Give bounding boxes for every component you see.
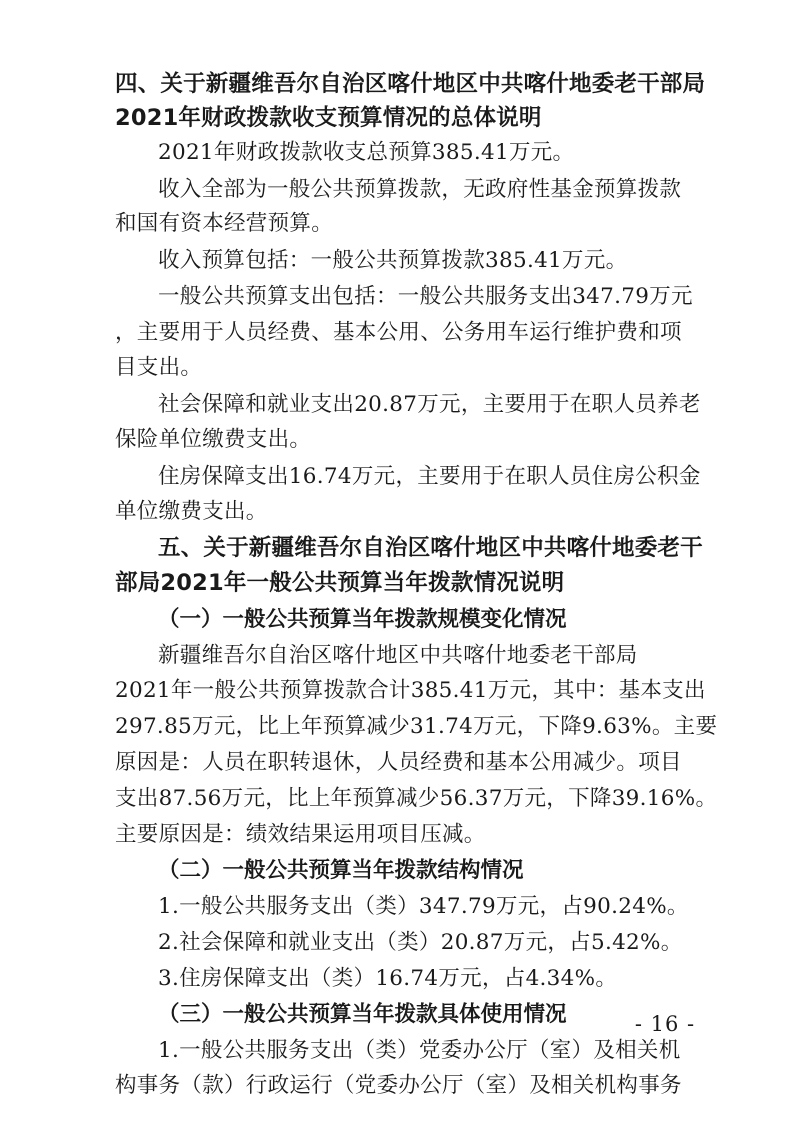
paragraph-social-security-line-2: 保险单位缴费支出。 [115,427,312,452]
paragraph-total-budget: 2021年财政拨款收支总预算385.41万元。 [158,140,575,165]
section-four-heading-line-1: 四、关于新疆维吾尔自治区喀什地区中共喀什地委老干部局 [115,71,706,97]
paragraph-scale-line-5: 支出87.56万元，比上年预算减少56.37万元，下降39.16%。 [115,786,718,811]
paragraph-scale-line-1: 新疆维吾尔自治区喀什地区中共喀什地委老干部局 [158,643,638,668]
paragraph-housing-line-2: 单位缴费支出。 [115,499,268,524]
page-number: - 16 - [634,1012,696,1036]
paragraph-income-budget: 收入预算包括：一般公共预算拨款385.41万元。 [158,248,628,273]
structure-item-1: 1.一般公共服务支出（类）347.79万元，占90.24%。 [158,894,689,919]
paragraph-scale-line-2: 2021年一般公共预算拨款合计385.41万元，其中：基本支出 [115,678,706,703]
section-four-heading-line-2: 2021年财政拨款收支预算情况的总体说明 [115,105,542,131]
usage-item-1-line-1: 1.一般公共服务支出（类）党委办公厅（室）及相关机 [158,1038,681,1063]
usage-item-1-line-2: 构事务（款）行政运行（党委办公厅（室）及相关机构事务 [115,1073,682,1098]
subsection-three-heading: （三）一般公共预算当年拨款具体使用情况 [158,1002,567,1027]
paragraph-social-security-line-1: 社会保障和就业支出20.87万元，主要用于在职人员养老 [158,392,701,417]
subsection-two-heading: （二）一般公共预算当年拨款结构情况 [158,858,524,883]
section-five-heading-line-1: 五、关于新疆维吾尔自治区喀什地区中共喀什地委老干 [158,535,703,561]
paragraph-expenditure-line-2: ，主要用于人员经费、基本公用、公务用车运行维护费和项 [115,320,682,345]
paragraph-income-line-2: 和国有资本经营预算。 [115,211,334,236]
paragraph-expenditure-line-3: 目支出。 [115,355,203,380]
subsection-one-heading: （一）一般公共预算当年拨款规模变化情况 [158,607,567,632]
paragraph-expenditure-line-1: 一般公共预算支出包括：一般公共服务支出347.79万元 [158,284,693,309]
paragraph-housing-line-1: 住房保障支出16.74万元，主要用于在职人员住房公积金 [158,464,701,489]
structure-item-3: 3.住房保障支出（类）16.74万元，占4.34%。 [158,966,618,991]
structure-item-2: 2.社会保障和就业支出（类）20.87万元，占5.42%。 [158,930,683,955]
paragraph-income-line-1: 收入全部为一般公共预算拨款，无政府性基金预算拨款 [158,177,682,202]
paragraph-scale-line-4: 原因是：人员在职转退休，人员经费和基本公用减少。项目 [115,750,682,775]
paragraph-scale-line-6: 主要原因是：绩效结果运用项目压减。 [115,822,486,847]
paragraph-scale-line-3: 297.85万元，比上年预算减少31.74万元，下降9.63%。主要 [115,714,718,739]
section-five-heading-line-2: 部局2021年一般公共预算当年拨款情况说明 [115,570,565,596]
